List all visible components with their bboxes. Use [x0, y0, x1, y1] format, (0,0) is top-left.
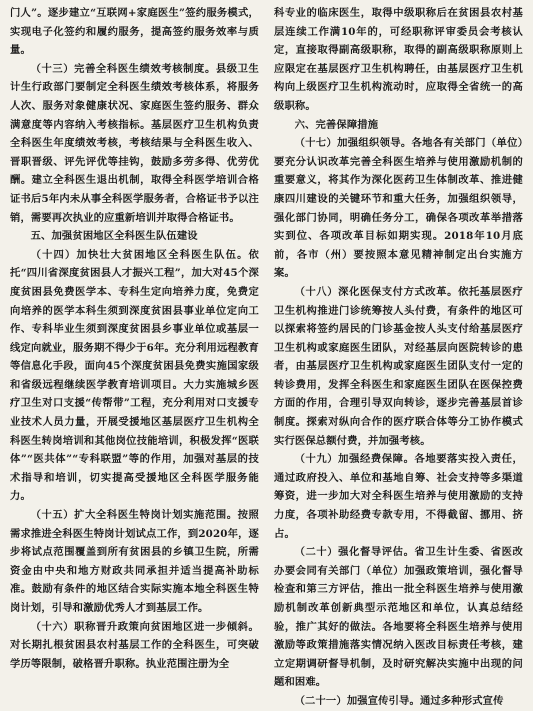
paragraph-18-lead: （十八）深化医保支付方式改革。 — [294, 285, 459, 298]
paragraph-15-body: 按照需求推进全科医生特岗计划试点工作，到2020年，逐步将试点范围覆盖到所有贫困县的乡镇卫生院，所需资金由中央和地方财政共同承担并适当提高补助标准。鼓励有条件的地区结合实际实施本地全科医生特岗计划，引导和激励优秀人才到基层工作。 — [10, 509, 259, 614]
paragraph-15 — [10, 506, 259, 618]
paragraph-21-body: 通过多种形式宣传 — [419, 694, 504, 707]
right-column — [274, 4, 524, 707]
paragraph-17-lead: （十七）加强组织领导。 — [294, 137, 412, 150]
left-column — [10, 4, 259, 690]
paragraph-16 — [10, 618, 259, 674]
paragraph-19-lead: （十九）加强经费保障。 — [294, 453, 415, 466]
section-6-heading: 六、完善保障措施 — [294, 118, 379, 131]
section-5-heading: 五、加强贫困地区全科医生队伍建设 — [30, 230, 198, 243]
paragraph-15-lead: （十五）扩大全科医生特岗计划实施范围。 — [30, 509, 238, 522]
paragraph-16-lead: （十六）职称晋升政策向贫困地区进一步倾斜。 — [30, 620, 259, 633]
paragraph-14 — [10, 246, 259, 506]
paragraph-intro-continued: 门人”。逐步建立“互联网+家庭医生”签约服务模式，实现电子化签约和履约服务，提高签约服务效率与质量。 — [10, 7, 259, 57]
paragraph-16-continued: 科专业的临床医生，取得中级职称后在贫困县农村基层连续工作满10年的，可经职称评审委员会考核认定，直接取得副高级职称，取得的副高级职称原则上应限定在基层医疗卫生机构聘任，由基层医疗卫生机构向上级医疗卫生机构流动时，应取得全省统一的高级职称。 — [274, 7, 523, 112]
paragraph-21-lead: （二十一）加强宣传引导。 — [294, 694, 420, 707]
paragraph-19-body: 各地要落实投入责任，通过政府投入、单位和基地自筹、社会支持等多渠道筹资，进一步加大对全科医生培养与使用激励的支持力度，各项补助经费专款专用，不得截留、挪用、挤占。 — [274, 453, 523, 540]
paragraph-20 — [274, 543, 523, 692]
paragraph-13 — [10, 60, 259, 227]
paragraph-17-body: 各地各有关部门（单位）要充分认识改革完善全科医生培养与使用激励机制的重要意义，将其作为深化医药卫生体制改革、推进健康四川建设的关键环节和重大任务，加强组织领导，强化部门协同，明确任务分工，确保各项改革举措落实到位、各项改革目标如期实现。2018年10月底前，各市（州）要按照本意见精神制定出台实施方案。 — [274, 137, 524, 280]
paragraph-18 — [274, 283, 523, 450]
paragraph-20-lead: （二十）强化督导评估。 — [294, 546, 415, 559]
paragraph-13-body: 县级卫生计生行政部门要制定全科医生绩效考核体系，将服务人次、服务对象健康状况、家庭医生签约服务、群众满意度等内容纳入考核指标。基层医疗卫生机构负责全科医生年度绩效考核，考核结果与全科医生收入、晋职晋级、评先评优等挂钩，鼓励多劳多得、优劳优酬。建立全科医生退出机制，取得全科医学培训合格证书后5年内未从事全科医学服务者，合格证书予以注销，需要再次执业的应重新培训并取得合格证书。 — [10, 62, 259, 224]
paragraph-21 — [274, 692, 523, 711]
paragraph-18-body: 依托基层医疗卫生机构推进门诊统筹按人头付费，有条件的地区可以探索将签约居民的门诊基金按人头支付给基层医疗卫生机构或家庭医生团队，对经基层向医院转诊的患者，由基层医疗卫生机构或家庭医生团队支付一定的转诊费用，发挥全科医生和家庭医生团队在医保控费方面的作用，合理引导双向转诊，逐步完善基层首诊制度。探索对纵向合作的医疗联合体等分工协作模式实行医保总额付费，并加强考核。 — [274, 285, 523, 447]
paragraph-14-body: 依托“四川省深度贫困县人才振兴工程”，加大对45个深度贫困县免费医学本、专科生定向培养力度，免费定向培养的医学本科生须到深度贫困县事业单位定向工作、专科毕业生须到深度贫困县乡事业单位或基层一线定向就业，服务期不得少于6年。充分利用远程教育等信息化手段，面向45个深度贫困县免费实施国家级和省级远程继续医学教育培训项目。大力实施城乡医疗卫生对口支援“传帮带”工程，充分利用对口支援专业技术人员力量，开展受援地区基层医疗卫生机构全科医生转岗培训和其他岗位技能培训，积极发挥“医联体”“医共体”“专科联盟”等的作用，加强对基层的技术指导和培训，切实提高受援地区全科医学服务能力。 — [10, 248, 259, 503]
paragraph-19 — [274, 450, 523, 543]
paragraph-16-body: 对长期扎根贫困县农村基层工作的全科医生，可突破学历等限制，破格晋升职称。执业范围注册为全 — [10, 639, 259, 670]
paragraph-13-lead: （十三）完善全科医生绩效考核制度。 — [30, 62, 216, 75]
paragraph-17 — [274, 134, 523, 283]
paragraph-20-body: 省卫生计生委、省医改办要会同有关部门（单位）加强政策培训，强化督导检查和第三方评估，推出一批全科医生培养与使用激励机制改革创新典型示范地区和单位，认真总结经验，推广其好的做法。各地要将全科医生培养与使用激励等政策措施落实情况纳入医改目标责任考核，建立定期调研督导机制，及时研究解决实施中出现的问题和困难。 — [274, 546, 523, 689]
paragraph-14-lead: （十四）加快壮大贫困地区全科医生队伍。 — [30, 248, 249, 261]
